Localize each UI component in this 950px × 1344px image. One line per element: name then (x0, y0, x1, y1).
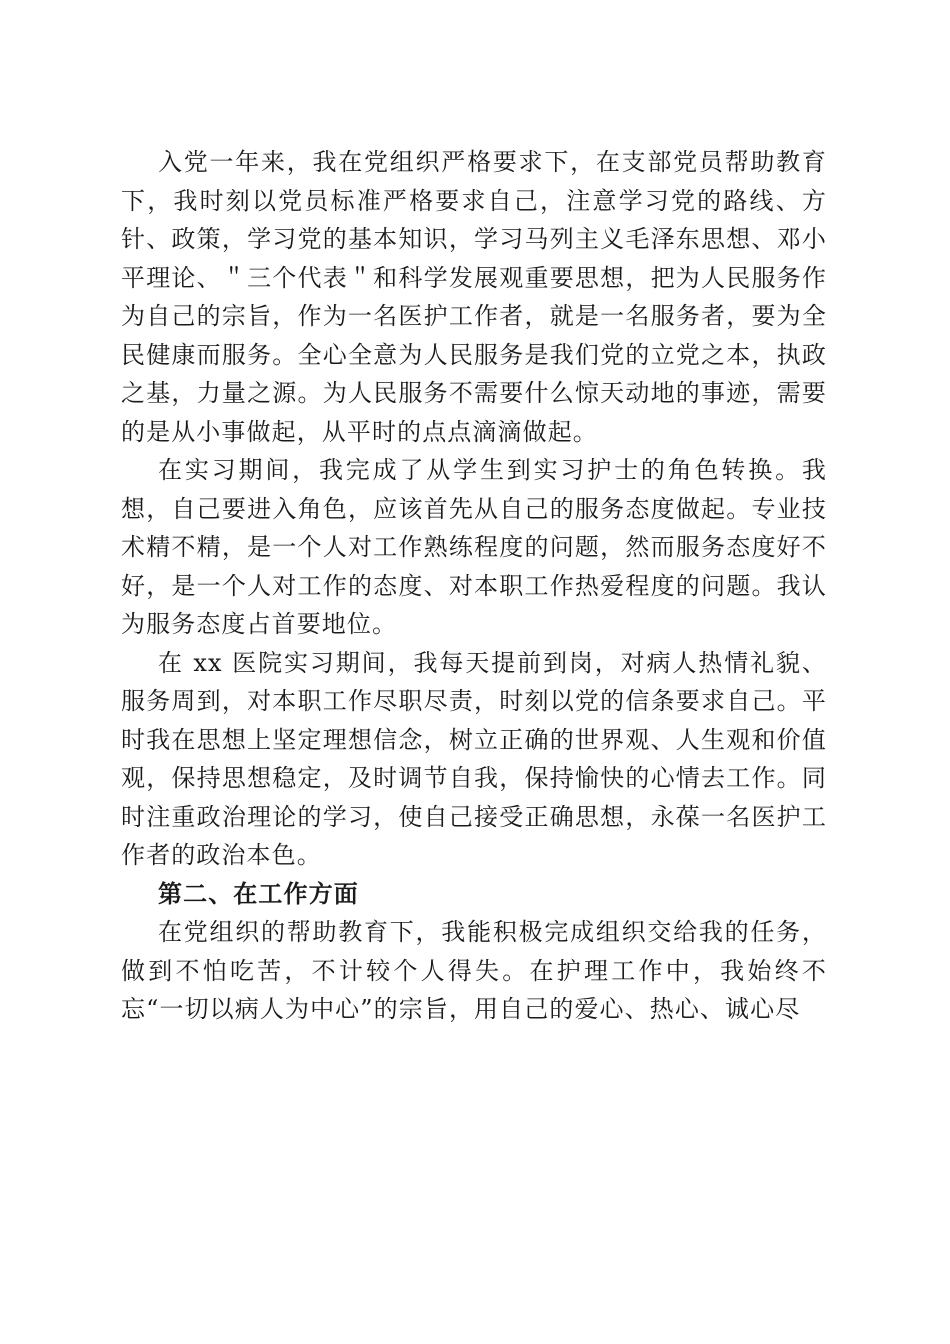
paragraph-internship-role: 在实习期间，我完成了从学生到实习护士的角色转换。我想，自己要进入角色，应该首先从自己的服务态度做起。专业技术精不精，是一个人对工作熟练程度的问题，然而服务态度好不好，是一个人对工作的态度、对本职工作热爱程度的问题。我认为服务态度占首要地位。 (121, 456, 827, 638)
paragraph-hospital-internship: 在 xx 医院实习期间，我每天提前到岗，对病人热情礼貌、服务周到，对本职工作尽职尽责，时刻以党的信条要求自己。平时我在思想上坚定理想信念，树立正确的世界观、人生观和价值观，保持思想稳定，及时调节自我，保持愉快的心情去工作。同时注重政治理论的学习，使自己接受正确思想，永葆一名医护工作者的政治本色。 (121, 648, 827, 869)
document-body (121, 143, 827, 1029)
paragraph-party-membership: 入党一年来，我在党组织严格要求下，在支部党员帮助教育下，我时刻以党员标准严格要求自己，注意学习党的路线、方针、政策，学习党的基本知识，学习马列主义毛泽东思想、邓小平理论、＂三个代表＂和科学发展观重要思想，把为人民服务作为自己的宗旨，作为一名医护工作者，就是一名服务者，要为全民健康而服务。全心全意为人民服务是我们党的立党之本，执政之基，力量之源。为人民服务不需要什么惊天动地的事迹，需要的是从小事做起，从平时的点点滴滴做起。 (121, 148, 827, 446)
section-heading-work: 第二、在工作方面 (158, 878, 359, 908)
paragraph-work-duties: 在党组织的帮助教育下，我能积极完成组织交给我的任务，做到不怕吃苦，不计较个人得失。在护理工作中，我始终不忘“一切以病人为中心”的宗旨，用自己的爱心、热心、诚心尽 (121, 918, 827, 1023)
